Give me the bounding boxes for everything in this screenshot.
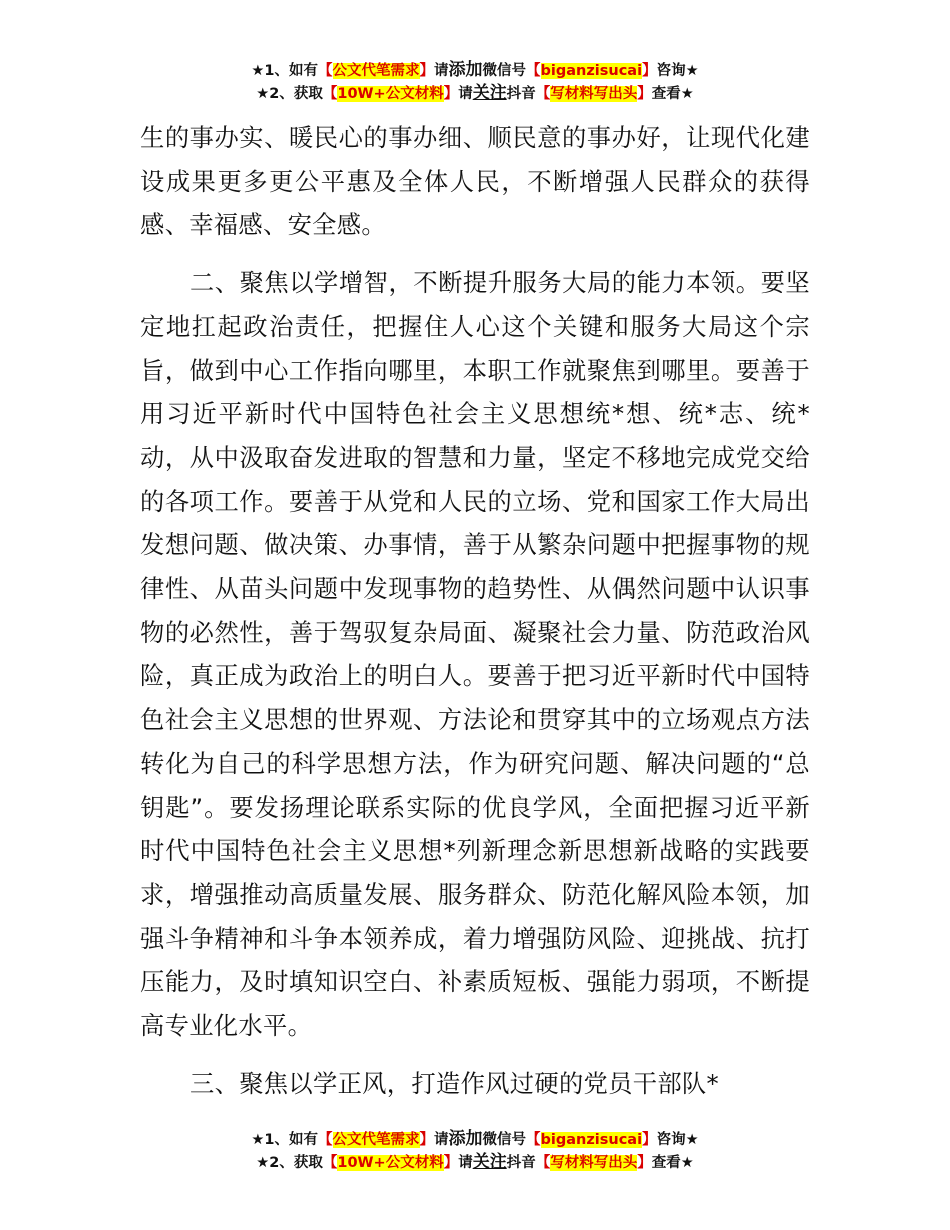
highlight-service: 公文代笔需求 [332, 63, 420, 79]
document-body [140, 116, 810, 1105]
paragraph-continuation: 生的事办实、暖民心的事办细、顺民意的事办好，让现代化建设成果更多更公平惠及全体人民，不断增强人民群众的获得感、幸福感、安全感。 [140, 123, 810, 240]
banner-text: 咨询★ [656, 63, 699, 79]
bracket: 【 [535, 1155, 551, 1171]
banner-line-2 [0, 1151, 950, 1174]
highlight-douyin-account: 写材料写出头 [550, 86, 638, 102]
bracket: 】 [642, 63, 657, 79]
banner-text: 查看★ [651, 1155, 694, 1171]
bracket: 【 [322, 1155, 338, 1171]
banner-text: 微信号 [482, 63, 527, 79]
bracket: 【 [526, 1132, 541, 1148]
banner-text: ★2、获取 [256, 1155, 323, 1171]
banner-emphasis: 添加 [448, 1129, 483, 1149]
banner-line-1 [0, 59, 950, 82]
bracket: 【 [526, 63, 541, 79]
banner-line-1 [0, 1128, 950, 1151]
highlight-service: 公文代笔需求 [332, 1132, 420, 1148]
banner-text: 请 [458, 86, 473, 102]
banner-text: 抖音 [506, 86, 536, 102]
bracket: 】 [419, 63, 435, 79]
highlight-wechat-id: biganzisucai [540, 1132, 643, 1148]
banner-text: ★2、获取 [256, 86, 323, 102]
banner-text: 微信号 [482, 1132, 527, 1148]
bracket: 】 [443, 86, 459, 102]
banner-emphasis: 添加 [448, 60, 483, 80]
bracket: 【 [318, 63, 333, 79]
banner-text: 请 [434, 63, 449, 79]
bracket: 】 [443, 1155, 459, 1171]
bracket: 】 [637, 1155, 652, 1171]
bracket: 【 [322, 86, 338, 102]
highlight-materials: 10W+公文材料 [337, 1155, 444, 1171]
footer-banner [0, 1128, 950, 1174]
highlight-materials: 10W+公文材料 [337, 86, 444, 102]
bracket: 】 [637, 86, 652, 102]
banner-text: 抖音 [506, 1155, 536, 1171]
bracket: 【 [535, 86, 551, 102]
paragraph-section-three-heading: 三、聚焦以学正风，打造作风过硬的党员干部队* [190, 1068, 719, 1098]
header-banner [0, 59, 950, 105]
banner-text: 请 [458, 1155, 473, 1171]
bracket: 】 [642, 1132, 657, 1148]
banner-line-2 [0, 82, 950, 105]
bracket: 【 [318, 1132, 333, 1148]
banner-text: 请 [434, 1132, 449, 1148]
banner-text: ★1、如有 [251, 1132, 319, 1148]
banner-text: 查看★ [651, 86, 694, 102]
paragraph-section-two: 二、聚焦以学增智，不断提升服务大局的能力本领。要坚定地扛起政治责任，把握住人心这个关键和服务大局这个宗旨，做到中心工作指向哪里，本职工作就聚焦到哪里。要善于用习近平新时代中国特色社会主义思想统*想、统*志、统*动，从中汲取奋发进取的智慧和力量，坚定不移地完成党交给的各项工作。要善于从党和人民的立场、党和国家工作大局出发想问题、做决策、办事情，善于从繁杂问题中把握事物的规律性、从苗头问题中发现事物的趋势性、从偶然问题中认识事物的必然性，善于驾驭复杂局面、凝聚社会力量、防范政治风险，真正成为政治上的明白人。要善于把习近平新时代中国特色社会主义思想的世界观、方法论和贯穿其中的立场观点方法转化为自己的科学思想方法，作为研究问题、解决问题的“总钥匙”。要发扬理论联系实际的优良学风，全面把握习近平新时代中国特色社会主义思想*列新理念新思想新战略的实践要求，增强推动高质量发展、服务群众、防范化解风险本领，加强斗争精神和斗争本领养成，着力增强防风险、迎挑战、抗打压能力，及时填知识空白、补素质短板、强能力弱项，不断提高专业化水平。 [140, 268, 810, 1041]
banner-text: ★1、如有 [251, 63, 319, 79]
highlight-wechat-id: biganzisucai [540, 63, 643, 79]
banner-text: 咨询★ [656, 1132, 699, 1148]
banner-emphasis: 关注 [472, 1152, 507, 1172]
bracket: 】 [419, 1132, 435, 1148]
highlight-douyin-account: 写材料写出头 [550, 1155, 638, 1171]
banner-emphasis: 关注 [472, 83, 507, 103]
